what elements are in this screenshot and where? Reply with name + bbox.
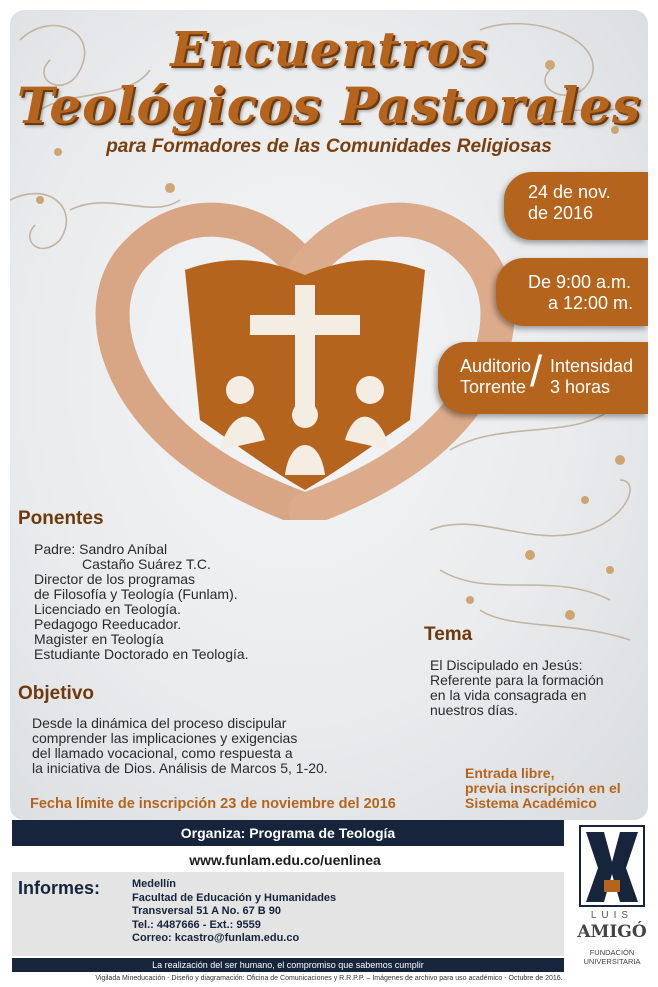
intensity-line-1: Intensidad [550,356,634,376]
poster-panel [10,10,648,820]
entrada-line: previa inscripción en el [465,780,621,796]
ponentes-line: Director de los programas [34,571,196,587]
registration-deadline: Fecha límite de inscripción 23 de noviembre del 2016 [30,796,396,812]
ponentes-text [34,542,249,662]
logo-fundacion [570,948,654,966]
place-block [460,356,531,398]
subtitle: para Formadores de las Comunidades Religiosas [106,136,552,157]
time-badge [496,258,648,326]
website-link[interactable]: www.funlam.edu.co/uenlinea [189,852,381,868]
informes-label: Informes: [18,878,101,898]
ponentes-line: Licenciado en Teología. [34,601,181,617]
contact-email[interactable]: Correo: kcastro@funlam.edu.co [132,932,300,944]
ponentes-line: Magister en Teología [34,631,164,647]
intensity-line-2: 3 horas [550,377,611,397]
objetivo-line: Desde la dinámica del proceso discipular [32,715,287,731]
objetivo-heading: Objetivo [18,683,95,704]
tema-line: nuestros días. [430,702,518,718]
entrada-line: Entrada libre, [465,765,555,781]
ponentes-line: Padre: Sandro Aníbal [34,541,168,557]
intensity-block [550,356,633,398]
place-line-2: Torrente [460,377,527,397]
date-badge [504,172,648,240]
time-line-2: a 12:00 m. [548,293,634,313]
place-intensity-badge [438,342,648,414]
tema-line: Referente para la formación [430,672,604,688]
contact-info-box [12,872,564,956]
objetivo-line: la iniciativa de Dios. Análisis de Marcos 5, 1-20. [32,760,328,776]
logo-amigo: AMIGÓ [577,922,647,942]
time-line-1: De 9:00 a.m. [528,272,632,292]
title-line-2: Teológicos Pastorales [16,76,642,135]
objetivo-line: comprender las implicaciones y exigencias [32,730,298,746]
organizer-bar: Organiza: Programa de Teología [12,820,564,846]
contact-phone: Tel.: 4487666 - Ext.: 9559 [132,918,261,931]
contact-faculty: Facultad de Educación y Humanidades [132,891,337,904]
ponentes-line: de Filosofía y Teología (Funlam). [34,586,238,602]
objetivo-text [32,716,328,776]
date-line-2: de 2016 [528,203,594,223]
luis-amigo-logo [570,822,654,972]
entrada-libre-note [465,766,621,811]
ponentes-line: Pedagogo Reeducador. [34,616,182,632]
logo-emblem-icon [570,822,654,912]
ponentes-line: Estudiante Doctorado en Teología. [34,646,249,662]
logo-luis: LUIS [590,910,634,921]
place-line-1: Auditorio [460,356,532,376]
title-line-1: Encuentros [170,22,488,78]
tema-line: en la vida consagrada en [430,687,587,703]
objetivo-line: del llamado vocacional, como respuesta a [32,745,293,761]
credits-line: Vigilada Mineducación - Diseño y diagramación: Oficina de Comunicaciones y R.R.P.P. – Imágenes de archivo para uso académico - Octubre de 2016. [95,975,563,982]
contact-city: Medellín [132,878,177,890]
tema-text [430,658,604,718]
logo-fundacion-line-2: UNIVERSITARIA [583,957,641,966]
divider-slash: / [530,347,543,396]
entrada-line: Sistema Académico [465,795,597,811]
ponentes-line: Castaño Suárez T.C. [82,556,211,572]
slogan-bar: La realización del ser humano, el compromiso que sabemos cumplir [12,958,564,972]
contact-address: Transversal 51 A No. 67 B 90 [132,905,281,917]
logo-fundacion-line-1: FUNDACIÓN [589,948,635,957]
contact-lines [132,878,336,946]
ponentes-heading: Ponentes [18,508,104,529]
tema-line: El Discipulado en Jesús: [430,657,583,673]
date-line-1: 24 de nov. [528,182,611,202]
tema-heading: Tema [424,624,473,645]
